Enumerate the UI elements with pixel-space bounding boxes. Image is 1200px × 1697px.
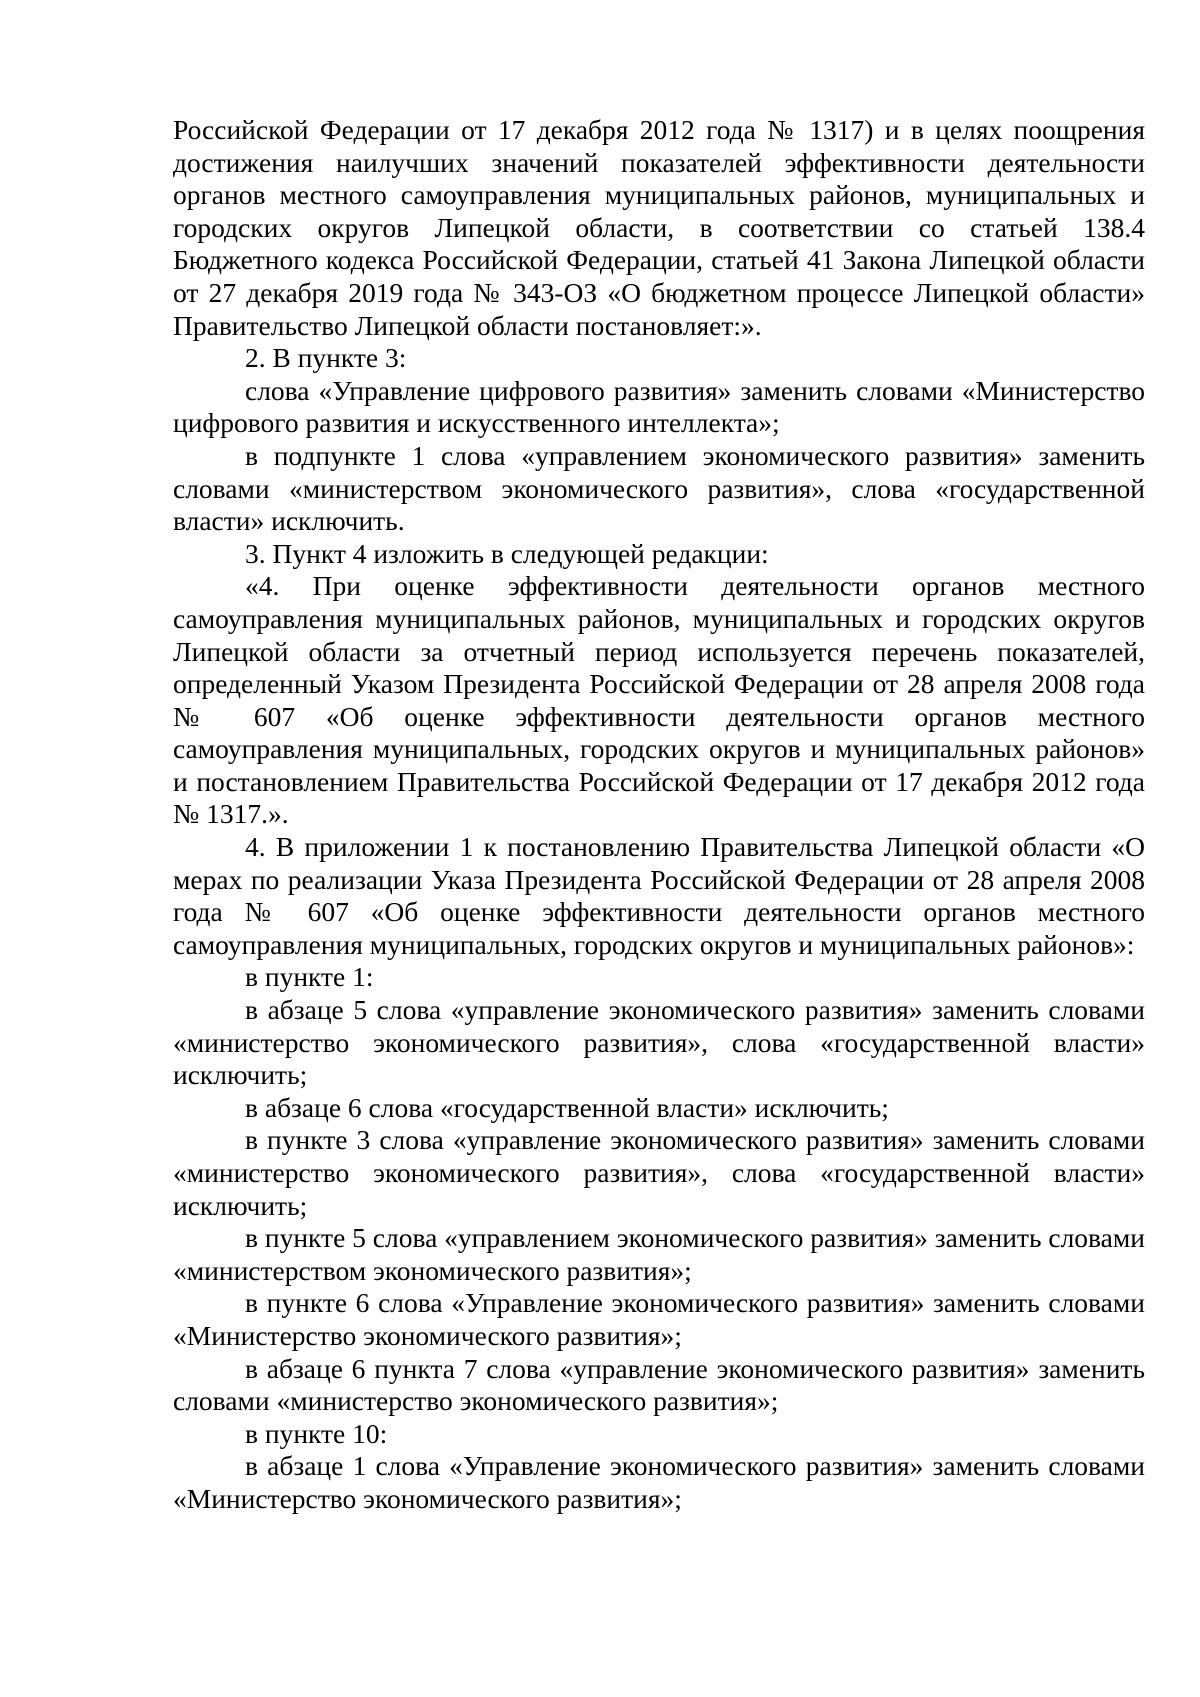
- paragraph-item-2-change-1: слова «Управление цифрового развития» заменить словами «Министерство цифрового развития и искусственного интеллекта»;: [173, 374, 1145, 439]
- paragraph-point-1-abzac-5: в абзаце 5 слова «управление экономического развития» заменить словами «министерство экономического развития», слова «государственной власти» исключить;: [173, 994, 1145, 1091]
- paragraph-point-6: в пункте 6 слова «Управление экономического развития» заменить словами «Министерство экономического развития»;: [173, 1287, 1145, 1351]
- paragraph-preamble-continuation: Российской Федерации от 17 декабря 2012 года № 1317) и в целях поощрения достижения наилучших значений показателей эффективности деятельности органов местного самоуправления муниципальных районов, муниципальных и городских округов Липецкой области, в соответствии со статьей 138.4 Бюджетного кодекса Российской Федерации, статьей 41 Закона Липецкой области от 27 декабря 2019 года № 343-ОЗ «О бюджетном процессе Липецкой области» Правительство Липецкой области постановляет:».: [173, 114, 1145, 341]
- paragraph-point-10-abzac-1: в абзаце 1 слова «Управление экономического развития» заменить словами «Министерство экономического развития»;: [173, 1450, 1145, 1514]
- paragraph-point-7-abzac-6: в абзаце 6 пункта 7 слова «управление экономического развития» заменить словами «министерство экономического развития»;: [173, 1352, 1145, 1417]
- paragraph-item-3: 3. Пункт 4 изложить в следующей редакции:: [245, 537, 769, 569]
- paragraph-item-2: 2. В пункте 3:: [245, 342, 407, 374]
- paragraph-item-4: 4. В приложении 1 к постановлению Правительства Липецкой области «О мерах по реализации Указа Президента Российской Федерации от 28 апреля 2008 года № 607 «Об оценке эффективности деятельности органов местного самоуправления муниципальных, городских округов и муниципальных районов»:: [173, 831, 1145, 960]
- paragraph-item-3-new-text: «4. При оценке эффективности деятельности органов местного самоуправления муниципальных районов, муниципальных и городских округов Липецкой области за отчетный период используется перечень показателей, определенный Указом Президента Российской Федерации от 28 апреля 2008 года № 607 «Об оценке эффективности деятельности органов местного самоуправления муниципальных, городских округов и муниципальных районов» и постановлением Правительства Российской Федерации от 17 декабря 2012 года № 1317.».: [173, 570, 1145, 830]
- document-body: [173, 114, 1145, 1516]
- paragraph-point-1-abzac-6: в абзаце 6 слова «государственной власти» исключить;: [245, 1091, 889, 1123]
- paragraph-point-10: в пункте 10:: [245, 1417, 388, 1449]
- paragraph-point-1: в пункте 1:: [245, 961, 374, 993]
- paragraph-item-2-change-2: в подпункте 1 слова «управлением экономического развития» заменить словами «министерством экономического развития», слова «государственной власти» исключить.: [173, 439, 1145, 537]
- paragraph-point-3: в пункте 3 слова «управление экономического развития» заменить словами «министерство экономического развития», слова «государственной власти» исключить;: [173, 1124, 1145, 1221]
- paragraph-point-5: в пункте 5 слова «управлением экономического развития» заменить словами «министерством экономического развития»;: [173, 1222, 1145, 1286]
